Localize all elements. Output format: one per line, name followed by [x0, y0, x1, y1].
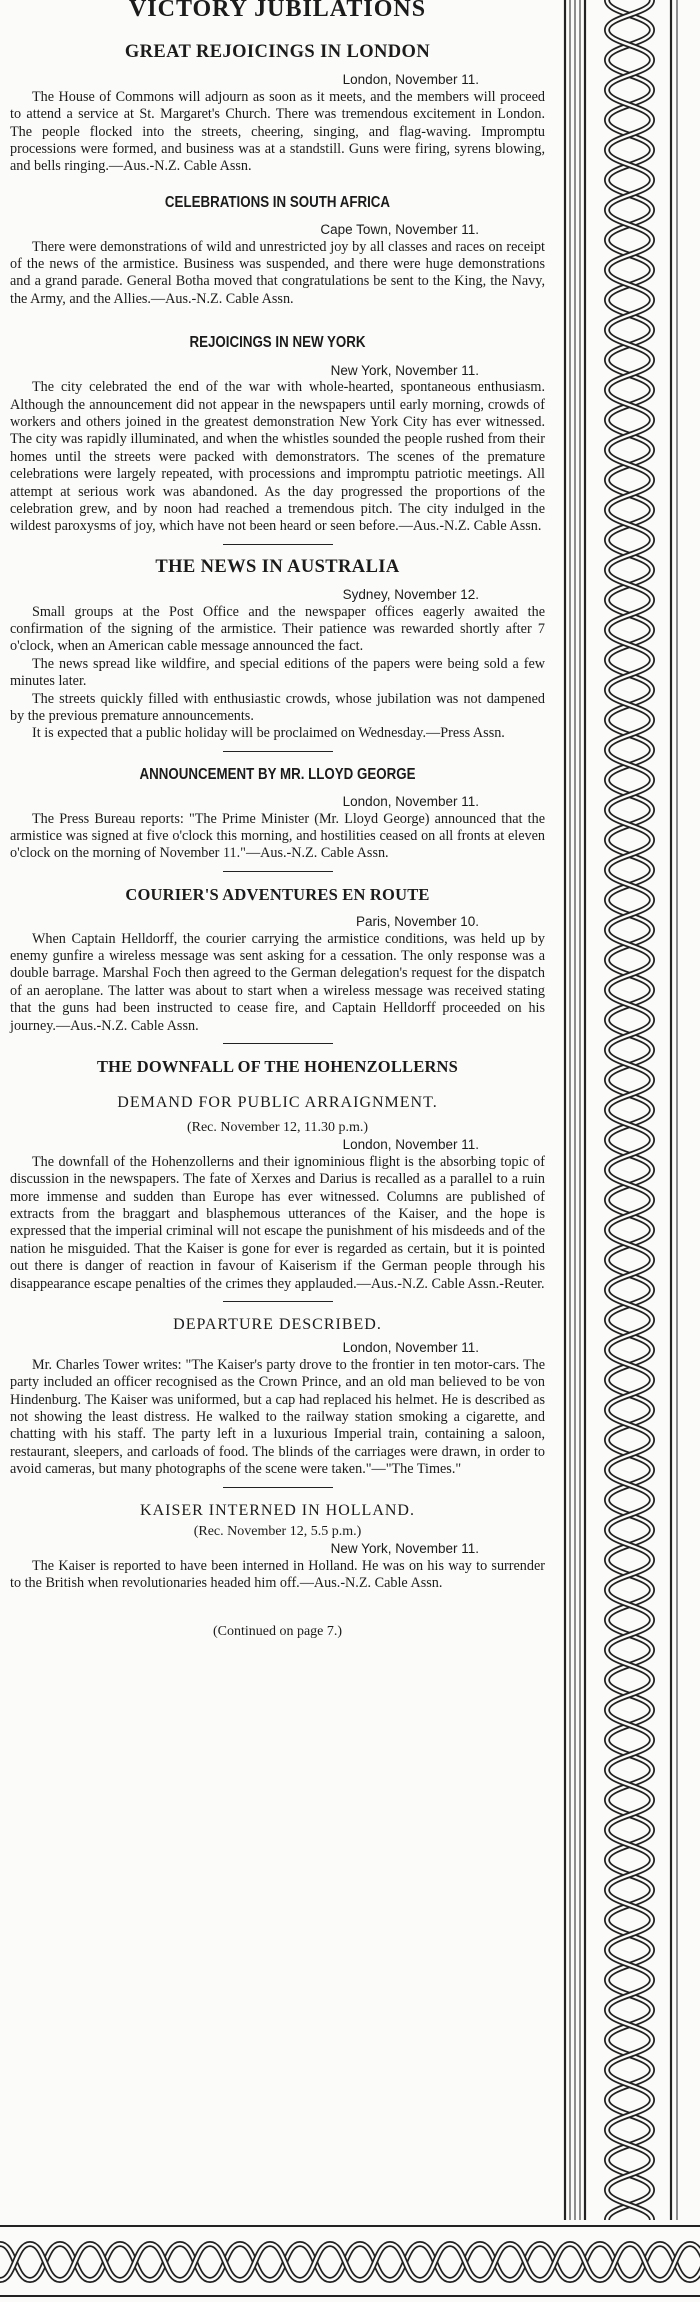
- decorative-border: [557, 0, 700, 2302]
- article-heading: THE NEWS IN AUSTRALIA: [155, 556, 400, 577]
- article-paragraph: The downfall of the Hohenzollerns and their ignominious flight is the absorbing topic of discussion in the newspapers. The fate of Xerxes and Darius is recalled as a parallel to a ruin more immense and sudden than Europe has ever witnessed. Columns are published of extracts from the braggart and blasphemous utterances of the Kaiser, and the hope is expressed that the imperial criminal will not escape the punishment of his misdeeds and of the nation he misguided. That the Kaiser is gone for ever is regarded as certain, but it is pointed out there is danger of reaction in favour of Kaiserism if the German people through his disappearance escape penalties of the crimes they applauded.—Aus.-N.Z. Cable Assn.-Reuter.: [10, 1153, 545, 1292]
- article-paragraph: The Kaiser is reported to have been interned in Holland. He was on his way to surrender to the British when revolutionaries headed him off.—Aus.-N.Z. Cable Assn.: [10, 1557, 545, 1592]
- article-dateline: London, November 11.: [342, 1340, 479, 1356]
- article-paragraph: Small groups at the Post Office and the newspaper offices eagerly awaited the confirmation of the signing of the armistice. Their patience was rewarded shortly after 7 o'clock, when an American cable message announced the fact.: [10, 603, 545, 655]
- decorative-bottom-border: [0, 2218, 700, 2302]
- article-paragraph: When Captain Helldorff, the courier carrying the armistice conditions, was held up by enemy gunfire a wireless message was sent asking for a cessation. The only response was a double barrage. Marshal Foch then agreed to the German delegation's request for the dispatch of an aeroplane. The latter was about to start when a wireless message was received stating that the guns had been instructed to cease fire, and Captain Helldorff proceeded on his journey.—Aus.-N.Z. Cable Assn.: [10, 930, 545, 1034]
- article-paragraph: The House of Commons will adjourn as soon as it meets, and the members will proceed to attend a service at St. Margaret's Church. There was tremendous excitement in London. The people flocked into the streets, cheering, singing, and flag-waving. Impromptu processions were formed, and business was at a standstill. Guns were firing, syrens blowing, and bells ringing.—Aus.-N.Z. Cable Assn.: [10, 88, 545, 175]
- article-paragraph: The Press Bureau reports: "The Prime Minister (Mr. Lloyd George) announced that the armistice was signed at five o'clock this morning, and hostilities ceased on all fronts at eleven o'clock on the morning of November 11."—Aus.-N.Z. Cable Assn.: [10, 810, 545, 862]
- section-divider: [223, 544, 333, 545]
- continued-note: (Continued on page 7.): [212, 1623, 343, 1639]
- article-paragraph: Mr. Charles Tower writes: "The Kaiser's party drove to the frontier in ten motor-cars. The party included an officer recognised as the Crown Prince, and an old man believed to be von Hindenburg. The Kaiser was uniformed, but a cap had replaced his helmet. He is described as not showing the least distress. He walked to the railway station smoking a cigarette, and chatting with his staff. The party left in a luxurious Imperial train, containing a saloon, restaurant, sleepers, and carloads of food. The blinds of the carriages were drawn, in order to avoid cameras, but many photographs of the scene were taken."—"The Times.": [10, 1356, 545, 1478]
- article-dateline: London, November 11.: [342, 794, 479, 810]
- article-heading: THE DOWNFALL OF THE HOHENZOLLERNS: [96, 1057, 459, 1077]
- article-paragraph: The news spread like wildfire, and special editions of the papers were being sold a few minutes later.: [10, 655, 545, 690]
- article-dateline: London, November 11.: [342, 1137, 479, 1153]
- article-dateline: Sydney, November 12.: [342, 587, 479, 603]
- subsection-heading: DEMAND FOR PUBLIC ARRAIGNMENT.: [117, 1093, 438, 1111]
- article-paragraph: It is expected that a public holiday will be proclaimed on Wednesday.—Press Assn.: [32, 725, 505, 742]
- subsection-heading: KAISER INTERNED IN HOLLAND.: [140, 1501, 415, 1519]
- section-divider: [223, 1301, 333, 1302]
- article-dateline: Paris, November 10.: [355, 914, 479, 930]
- received-note: (Rec. November 12, 5.5 p.m.): [193, 1524, 362, 1540]
- article-dateline: New York, November 11.: [330, 1541, 479, 1557]
- article-heading: REJOICINGS IN NEW YORK: [189, 334, 366, 352]
- article-column: [10, 0, 545, 1640]
- article-dateline: London, November 11.: [342, 72, 479, 88]
- article-heading: CELEBRATIONS IN SOUTH AFRICA: [164, 193, 391, 211]
- article-paragraph: The streets quickly filled with enthusiastic crowds, whose jubilation was not dampened by the previous premature announcements.: [10, 690, 545, 724]
- section-divider: [223, 1043, 333, 1044]
- section-divider: [223, 751, 333, 752]
- article-heading: ANNOUNCEMENT BY MR. LLOYD GEORGE: [139, 765, 416, 783]
- article-paragraph: There were demonstrations of wild and unrestricted joy by all classes and races on receipt of the news of the armistice. Business was suspended, and there were huge demonstrations and a grand parade. General Botha moved that congratulations be sent to the King, the Navy, the Army, and the Allies.—Aus.-N.Z. Cable Assn.: [10, 238, 545, 307]
- article-heading: GREAT REJOICINGS IN LONDON: [124, 42, 431, 62]
- article-paragraph: The city celebrated the end of the war with whole-hearted, spontaneous enthusiasm. Although the announcement did not appear in the newspapers until early morning, crowds of workers and others joined in the greatest demonstration New York City has ever witnessed. The city was rapidly illuminated, and when the whistles sounded the people rushed from their homes until the streets were packed with demonstrators. The scenes of the premature celebrations were largely repeated, with processions and impromptu patriotic meetings. All attempt at serious work was abandoned. As the day progressed the proportions of the celebration grew, and by noon had reached a tremendous pitch. The city indulged in the wildest paroxysms of joy, which have not been heard or seen before.—Aus.-N.Z. Cable Assn.: [10, 379, 545, 535]
- article-dateline: New York, November 11.: [330, 362, 479, 378]
- received-note: (Rec. November 12, 11.30 p.m.): [186, 1119, 369, 1135]
- page-title: VICTORY JUBILATIONS: [128, 0, 427, 22]
- article-heading: COURIER'S ADVENTURES EN ROUTE: [125, 884, 430, 904]
- subsection-heading: DEPARTURE DESCRIBED.: [173, 1315, 382, 1333]
- section-divider: [223, 1487, 333, 1488]
- section-divider: [223, 871, 333, 872]
- article-dateline: Cape Town, November 11.: [320, 222, 479, 238]
